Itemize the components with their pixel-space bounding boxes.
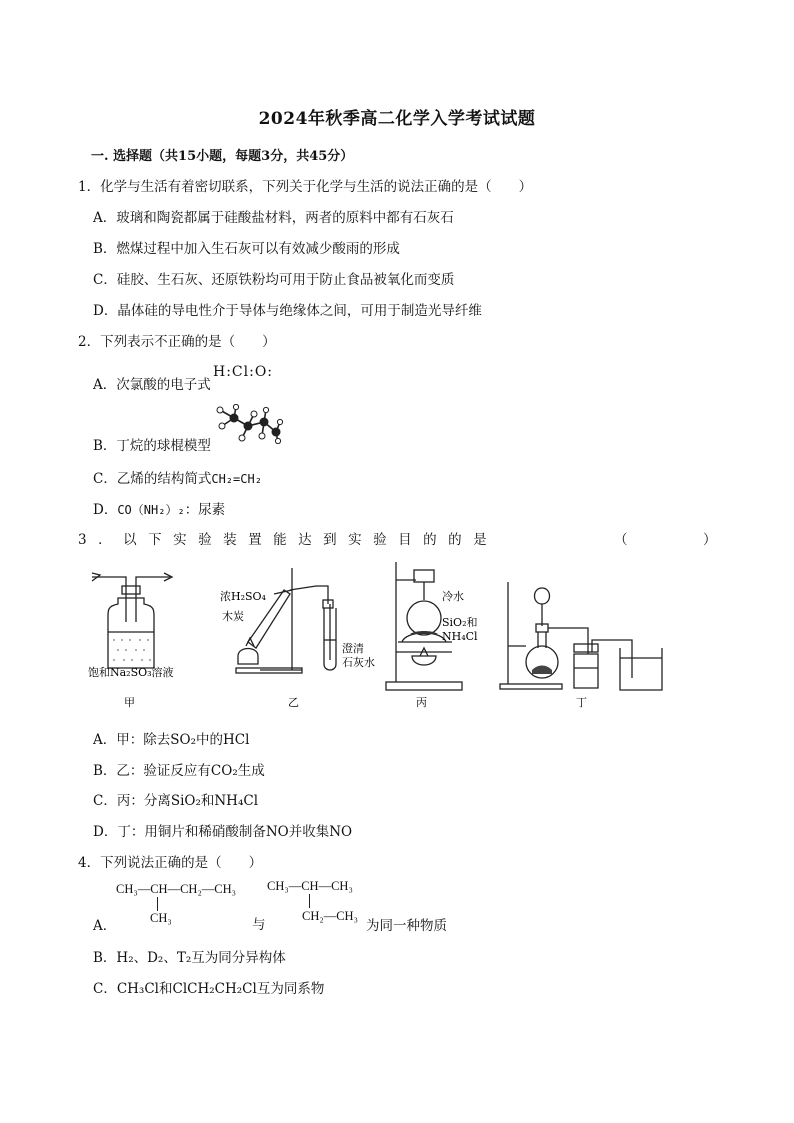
page-title: 2024年秋季高二化学入学考试试题 <box>258 109 536 129</box>
q3-stem: 3．以下实验装置能达到实验目的的是 <box>78 532 499 548</box>
q3-apparatus-figure <box>80 560 720 710</box>
q2-option-d-prefix: D． <box>93 502 118 518</box>
label-nh4cl: NH₄Cl <box>442 630 478 643</box>
q1-stem: 1．化学与生活有着密切联系，下列关于化学与生活的说法正确的是（ ） <box>78 179 533 195</box>
q1-option-a: A．玻璃和陶瓷都属于硅酸盐材料，两者的原料中都有石灰石 <box>93 210 454 226</box>
label-sio2: SiO₂和 <box>442 616 478 629</box>
q1-option-b: B．燃煤过程中加入生石灰可以有效减少酸雨的形成 <box>93 241 400 257</box>
q2-option-d <box>93 498 225 518</box>
q2-option-c-label: C．乙烯的结构简式 <box>93 471 212 487</box>
label-na2so3: 饱和Na₂SO₃溶液 <box>88 666 174 679</box>
structure-2-branch: CH₂—CH₃ <box>302 909 358 923</box>
apparatus-jia <box>92 573 172 668</box>
label-charcoal: 木炭 <box>222 610 244 623</box>
q3-option-d: D．丁：用铜片和稀硝酸制备NO并收集NO <box>93 824 353 840</box>
q2-option-d-suffix: ：尿素 <box>184 502 226 518</box>
structure-2-bond <box>309 894 310 908</box>
structure-1-bond <box>157 897 158 911</box>
structure-2-main: CH₃—CH—CH₃ <box>267 879 353 893</box>
ethylene-formula: CH₂=CH₂ <box>211 472 262 486</box>
q2-option-a: A．次氯酸的电子式 <box>93 377 211 393</box>
apparatus-ding <box>500 582 662 690</box>
label-coldwater: 冷水 <box>442 590 464 603</box>
q3-option-c: C．丙：分离SiO₂和NH₄Cl <box>93 793 259 809</box>
q4-option-a-suffix: 为同一种物质 <box>366 918 447 934</box>
q3-option-a: A．甲：除去SO₂中的HCl <box>93 732 250 748</box>
q2-option-b: B．丁烷的球棍模型 <box>93 438 211 454</box>
q4-option-a-prefix: A． <box>93 918 117 934</box>
caption-ding: 丁 <box>576 696 587 709</box>
label-limewater-1: 澄清 <box>342 642 364 655</box>
caption-bing: 丙 <box>416 696 427 709</box>
structure-1-main: CH₃—CH—CH₂—CH₃ <box>116 882 237 896</box>
caption-yi: 乙 <box>288 696 299 709</box>
structure-1-branch: CH₃ <box>150 911 172 925</box>
q2-stem: 2．下列表示不正确的是（ ） <box>78 334 276 350</box>
urea-formula: CO（NH₂）₂ <box>117 503 185 517</box>
q3-answer-paren-open: （ <box>614 532 628 548</box>
section-heading: 一. 选择题（共15小题，每题3分，共45分） <box>91 149 354 164</box>
label-limewater-2: 石灰水 <box>342 656 375 669</box>
caption-jia: 甲 <box>124 696 135 709</box>
q1-option-c: C．硅胶、生石灰、还原铁粉均可用于防止食品被氧化而变质 <box>93 272 455 288</box>
hclo-electron-formula: H:Cl:O: <box>213 364 274 380</box>
q4-option-b: B．H₂、D₂、T₂互为同分异构体 <box>93 950 286 966</box>
q4-word-with: 与 <box>252 917 266 933</box>
q4-stem: 4．下列说法正确的是（ ） <box>78 855 263 871</box>
butane-ball-stick-model <box>212 404 284 444</box>
q2-option-c <box>93 467 262 487</box>
apparatus-yi <box>236 568 336 673</box>
q4-option-c: C．CH₃Cl和ClCH₂CH₂Cl互为同系物 <box>93 981 325 997</box>
q1-option-d: D．晶体硅的导电性介于导体与绝缘体之间，可用于制造光导纤维 <box>93 303 482 319</box>
label-h2so4: 浓H₂SO₄ <box>220 590 266 603</box>
q3-answer-paren-close: ） <box>703 532 717 548</box>
q3-option-b: B．乙：验证反应有CO₂生成 <box>93 763 265 779</box>
